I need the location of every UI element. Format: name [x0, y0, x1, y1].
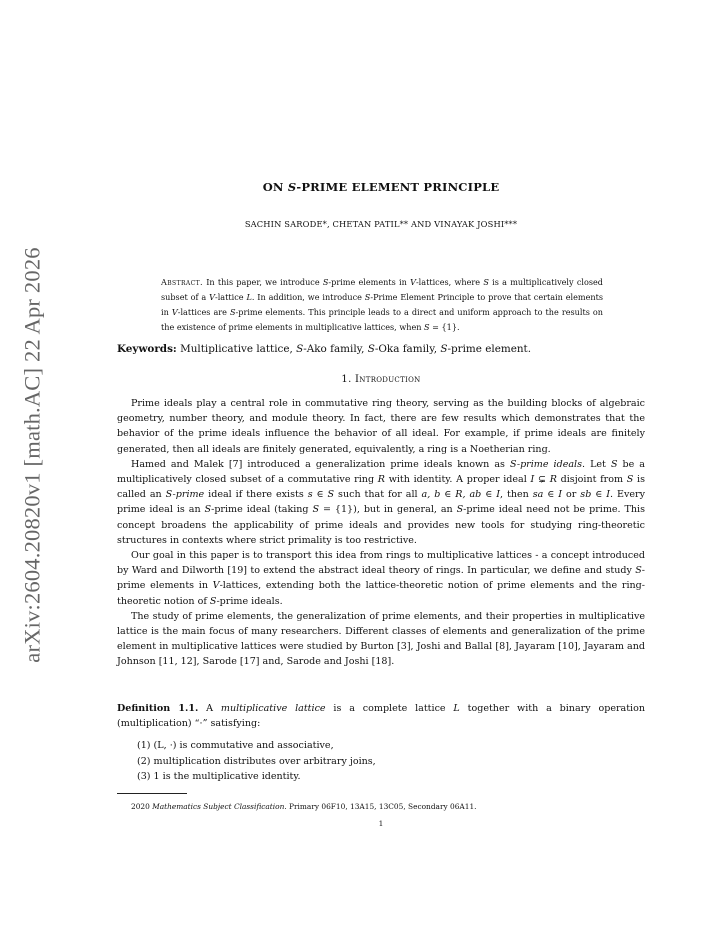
definition-label: Definition 1.1. — [117, 703, 199, 714]
paragraph: Our goal in this paper is to transport this idea from rings to multiplicative lattices - a concept introduced by Ward and Dilworth [19] to extend the abstract ideal theory of rings. In particular, we define and study S-prime elements in V-lattices, extending both the lattice-theoretic notion of prime elements and the ring-theoretic notion of S-prime ideals. — [117, 550, 645, 607]
keywords-label: Keywords: — [117, 343, 177, 355]
arxiv-stamp — [10, 245, 56, 665]
list-item: (2) multiplication distributes over arbitrary joins, — [137, 755, 376, 767]
footnote-divider — [117, 793, 187, 794]
definition-1-1: Definition 1.1. A multiplicative lattice is a complete lattice L together with a binary operation (multiplication) “·” satisfying: — [117, 703, 646, 730]
list-item: (1) (L, ·) is commutative and associative, — [137, 740, 334, 751]
author-list: SACHIN SARODE*, CHETAN PATIL** AND VINAYAK JOSHI*** — [244, 219, 518, 229]
definition-conditions — [137, 738, 637, 785]
keywords: Keywords: Multiplicative lattice, S-Ako family, S-Oka family, S-prime element. — [117, 343, 532, 355]
arxiv-identifier: arXiv:2604.20820v1 [math.AC] 22 Apr 2026 — [20, 247, 45, 663]
abstract: Abstract. In this paper, we introduce S-prime elements in V-lattices, where S is a multiplicatively closed subset of a V-lattice L. In addition, we introduce S-Prime Element Principle to prove that certain elements in V-lattices are S-prime elements. This principle leads to a direct and uniform approach to the results on the existence of prime elements in multiplicative lattices, when S = {1}. — [161, 277, 604, 332]
section-heading-introduction: 1. Introduction — [341, 374, 421, 385]
paragraph: Hamed and Malek [7] introduced a generalization prime ideals known as S-prime ideals. Let S be a multiplicatively closed subset of a commutative ring R with identity. A proper ideal I ⊊ R disjoint from S is called an S-prime ideal if there exists s ∈ S such that for all a, b ∈ R, ab ∈ I, then sa ∈ I or sb ∈ I. Every prime ideal is an S-prime ideal (taking S = {1}), but in general, an S-prime ideal need not be prime. This concept broadens the applicability of prime ideals and provides new tools for studying ring-theoretic structures in contexts where strict primality is too restrictive. — [117, 458, 646, 546]
page-number: 1 — [378, 819, 384, 828]
footnote-msc: 2020 Mathematics Subject Classification. Primary 06F10, 13A15, 13C05, Secondary 06A11. — [131, 802, 477, 811]
introduction-body — [117, 396, 645, 670]
list-item: (3) 1 is the multiplicative identity. — [137, 771, 301, 782]
abstract-label: Abstract. — [161, 277, 203, 287]
paper-title: ON S-PRIME ELEMENT PRINCIPLE — [262, 180, 500, 194]
paragraph: Prime ideals play a central role in commutative ring theory, serving as the building blocks of algebraic geometry, number theory, and module theory. In fact, there are few results which demonstrates that the behavior of the prime ideals influence the behavior of all ideal. For example, if prime ideals are finitely generated, then all ideals are finitely generated, equivalently, a ring is a Noetherian ring. — [117, 398, 645, 455]
paragraph: The study of prime elements, the generalization of prime elements, and their properties in multiplicative lattice is the main focus of many researchers. Different classes of elements and generalization of the prime element in multiplicative lattices were studied by Burton [3], Joshi and Ballal [8], Jayaram [10], Jayaram and Johnson [11, 12], Sarode [17] and, Sarode and Joshi [18]. — [117, 610, 645, 668]
